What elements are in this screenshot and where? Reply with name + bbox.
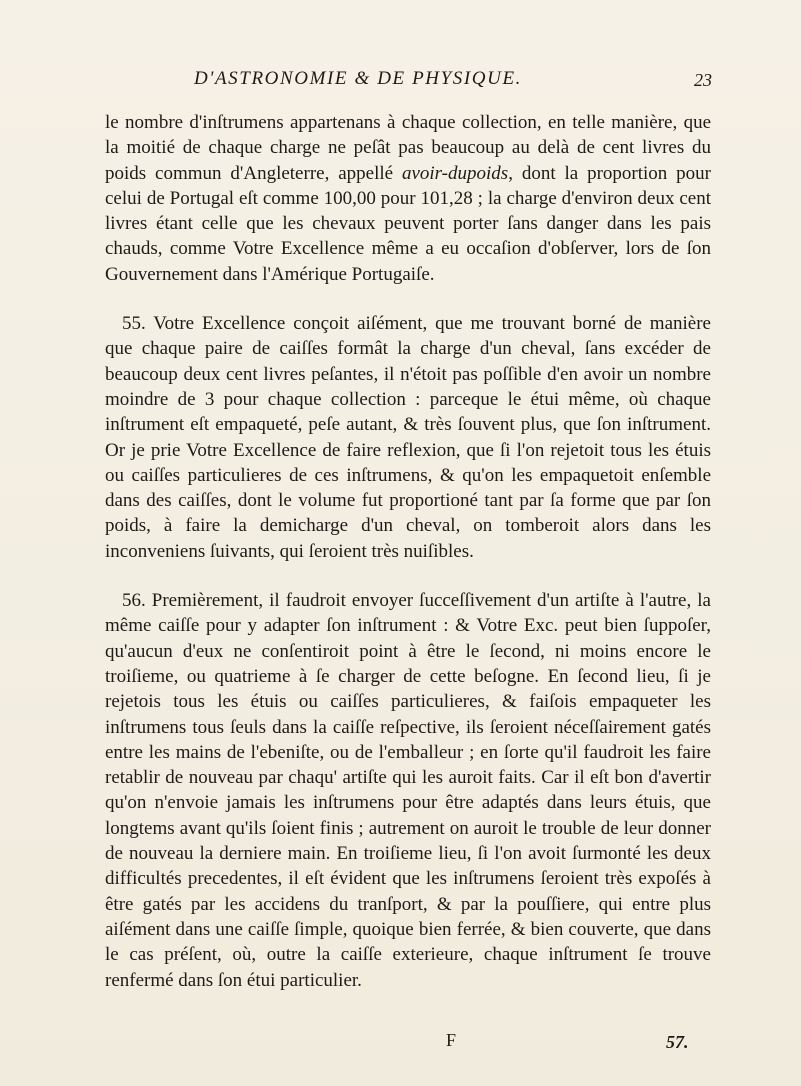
page-number: 23 (694, 70, 712, 90)
signature-mark: F (446, 1030, 457, 1050)
page-footer (0, 1030, 801, 1056)
running-title: D'ASTRONOMIE & DE PHYSIQUE. (193, 68, 522, 89)
italic-term: avoir-dupoids (401, 162, 509, 184)
running-head (0, 68, 801, 98)
paragraph-continuation (105, 110, 711, 287)
body-text (105, 110, 711, 993)
paragraph-text: , dont la proportion pour celui de Portugal eſt comme 100,00 pour 101,28 ; la charge d'environ deux cent livres étant celle que les chevaux peuvent porter ſans danger dans les pais chauds, comme Votre Excellence même a eu occaſion d'obſerver, lors de ſon Gouvernement dans l'Amérique Portugaiſe. (105, 162, 711, 285)
paragraph-56: 56. Premièrement, il faudroit envoyer ſucceſſivement d'un artiſte à l'autre, la même caiſſe pour y adapter ſon inſtrument : & Votre Exc. peut bien ſuppoſer, qu'aucun d'eux ne conſentiroit point à être le ſecond, ni moins encore le troiſieme, ou quatrieme à ſe charger de cette beſogne. En ſecond lieu, ſi je rejetois tous les étuis ou caiſſes particulieres, & faiſois empaqueter les inſtrumens tous ſeuls dans la caiſſe reſpective, ils ſeroient néceſſairement gatés entre les mains de l'ebeniſte, ou de l'emballeur ; en ſorte qu'il faudroit les faire retablir de nouveau par chaqu' artiſte qui les auroit faits. Car il eſt bon d'avertir qu'on n'envoie jamais les inſtrumens pour être adaptés dans leurs étuis, que longtems avant qu'ils ſoient finis ; autrement on auroit le trouble de leur donner de nouveau la derniere main. En troiſieme lieu, ſi l'on avoit ſurmonté les deux difficultés precedentes, il eſt évident que les inſtrumens ſeroient très expoſés à être gatés par les accidens du tranſport, & par la pouſſiere, qui entre plus aiſément dans une caiſſe ſimple, quoique bien ferrée, & bien couverte, que dans le cas préſent, où, outre la caiſſe exterieure, chaque inſtrument ſe trouve renfermé dans ſon étui particulier. (105, 590, 711, 991)
paragraph-text: le nombre d'inſtrumens appartenans à chaque collection, en telle manière, que la moitié de chaque charge ne peſât pas beaucoup au delà de cent livres du poids commun d'Angleterre, appellé (105, 112, 711, 184)
catchword: 57. (666, 1032, 689, 1052)
paragraph-55: 55. Votre Excellence conçoit aiſément, que me trouvant borné de manière que chaque paire de caiſſes formât la charge d'un cheval, ſans excéder de beaucoup deux cent livres peſantes, il n'étoit pas poſſible d'en avoir un nombre moindre de 3 pour chaque collection : parceque le étui même, où chaque inſtrument eſt empaqueté, peſe autant, & très ſouvent plus, que ſon inſtrument. Or je prie Votre Excellence de faire reflexion, que ſi l'on rejetoit tous les étuis ou caiſſes particulieres de ces inſtrumens, & qu'on les empaquetoit enſemble dans des caiſſes, dont le volume fut proportioné tant par ſa forme que par ſon poids, à faire la demicharge d'un cheval, on tomberoit alors dans les inconveniens ſuivants, qui ſeroient très nuiſibles. (105, 313, 711, 562)
